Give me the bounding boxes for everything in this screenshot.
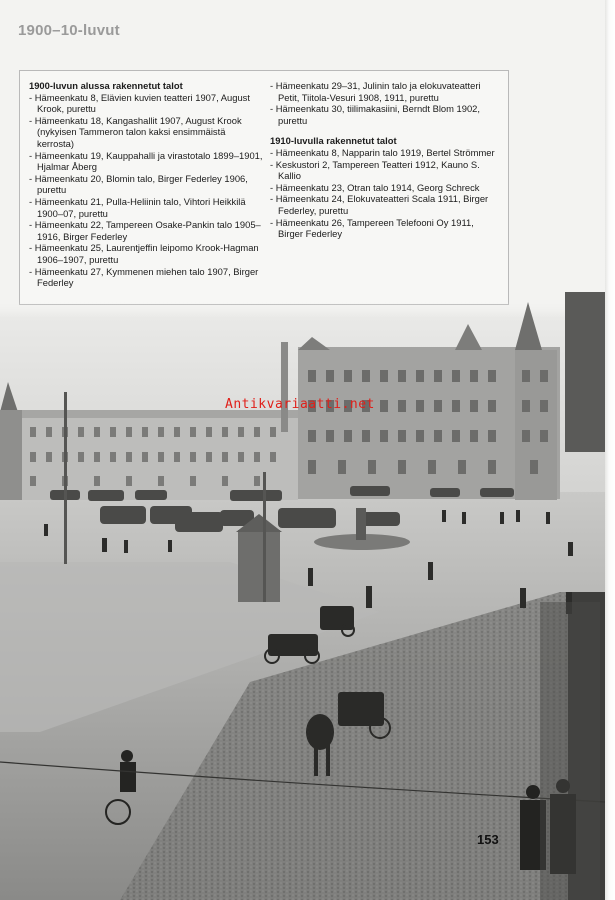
page-number: 153 [477,832,499,847]
list-item: - Hämeenkatu 18, Kangashallit 1907, August Krook (nykyisen Tammeron talon kaksi ensimmäistä kerrosta) [29,115,264,150]
section-heading-1900s: 1900-luvun alussa rakennetut talot [29,80,183,91]
historical-square-photo [0,262,605,900]
page-edge [605,0,615,900]
list-item: - Hämeenkatu 8, Elävien kuvien teatteri 1907, August Krook, purettu [29,92,264,115]
list-item: - Hämeenkatu 25, Laurentjeffin leipomo Krook-Hagman 1906–1907, purettu [29,242,264,265]
list-item: - Hämeenkatu 21, Pulla-Heliinin talo, Vihtori Heikkilä 1900–07, purettu [29,196,264,219]
list-item: - Hämeenkatu 8, Napparin talo 1919, Bertel Strömmer [270,147,500,159]
list-item: - Hämeenkatu 20, Blomin talo, Birger Federley 1906, purettu [29,173,264,196]
list-item: - Hämeenkatu 22, Tampereen Osake-Pankin talo 1905–1916, Birger Federley [29,219,264,242]
list-item: - Hämeenkatu 23, Otran talo 1914, Georg Schreck [270,182,500,194]
list-item: - Hämeenkatu 29–31, Julinin talo ja elokuvateatteri Petit, Tiitola-Vesuri 1908, 1911, purettu [270,80,500,103]
chapter-title: 1900–10-luvut [18,22,120,39]
list-item: - Hämeenkatu 26, Tampereen Telefooni Oy 1911, Birger Federley [270,217,500,240]
list-item: - Hämeenkatu 27, Kymmenen miehen talo 1907, Birger Federley [29,266,264,289]
list-item: - Hämeenkatu 24, Elokuvateatteri Scala 1911, Birger Federley, purettu [270,193,500,216]
watermark-text: Antikvariaatti.net [225,397,375,412]
box-column-left [29,80,264,289]
box-column-right [270,80,500,240]
list-item: - Keskustori 2, Tampereen Teatteri 1912, Kauno S. Kallio [270,159,500,182]
list-item: - Hämeenkatu 19, Kauppahalli ja virastotalo 1899–1901, Hjalmar Åberg [29,150,264,173]
section-heading-1910s: 1910-luvulla rakennetut talot [270,135,397,147]
list-item: - Hämeenkatu 30, tiilimakasiini, Berndt Blom 1902, purettu [270,103,500,126]
